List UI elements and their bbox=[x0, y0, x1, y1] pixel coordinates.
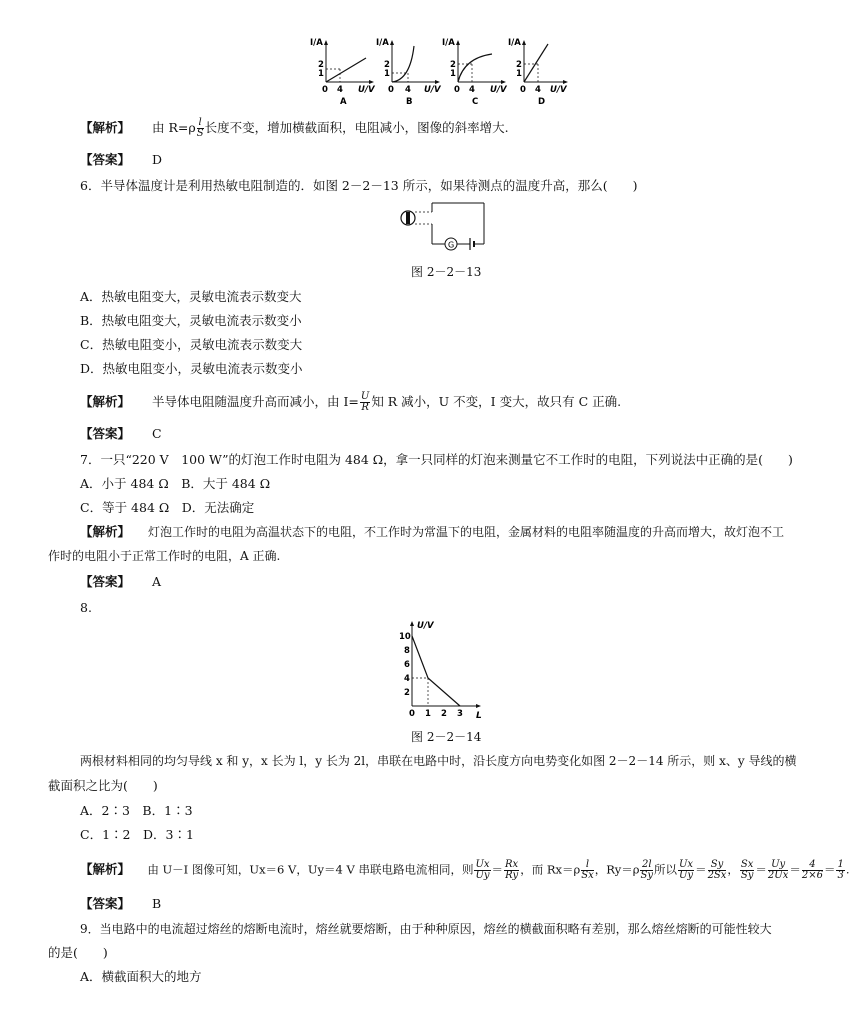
q5-analysis bbox=[80, 118, 509, 139]
q8-answer bbox=[80, 896, 161, 912]
q8-figure-caption: 图 2－2－14 bbox=[411, 730, 482, 744]
q8-stem-line1: 两根材料相同的均匀导线 x 和 y，x 长为 l，y 长为 2l，串联在电路中时，沿长度方向电势变化如图 2－2－14 所示，则 x、y 导线的横 bbox=[80, 754, 797, 768]
q7-answer-value: A bbox=[151, 574, 162, 589]
q6-answer bbox=[80, 426, 162, 442]
q8-xtick-2: 2 bbox=[441, 709, 447, 719]
graph-d-y1: 1 bbox=[516, 69, 522, 79]
graph-c-ylabel: I/A bbox=[442, 38, 455, 48]
q5-analysis-pre: 由 R=ρ bbox=[151, 120, 196, 135]
q8-options-row2: C．1∶2 D．3∶1 bbox=[80, 827, 194, 842]
graph-d bbox=[508, 38, 568, 107]
q8-frac-10: $\frac{1}{3}$ bbox=[837, 859, 844, 881]
q7-analysis-line1 bbox=[80, 524, 784, 540]
q6-fraction: $\frac{U}{R}$ bbox=[360, 391, 370, 413]
graph-b-y1: 1 bbox=[384, 69, 390, 79]
graph-a-x0: 0 bbox=[322, 85, 328, 95]
q7-options-row1: A．小于 484 Ω B．大于 484 Ω bbox=[80, 476, 271, 491]
graph-c-y2: 2 bbox=[450, 60, 456, 70]
q8-ytick-8: 8 bbox=[404, 646, 410, 656]
q8-frac-1: $\frac{Ux}{Uy}$ bbox=[475, 859, 490, 881]
q7-stem: 7．一只“220 V 100 W”的灯泡工作时电阻为 484 Ω，拿一只同样的灯泡来测量它不工作时的电阻，下列说法中正确的是( ) bbox=[80, 452, 793, 467]
graph-d-letter: D bbox=[538, 97, 546, 107]
graph-c-y1: 1 bbox=[450, 69, 456, 79]
q6-analysis-pre: 半导体电阻随温度升高而减小，由 I= bbox=[151, 394, 359, 409]
graph-d-x4: 4 bbox=[535, 85, 541, 95]
graph-a-ylabel: I/A bbox=[310, 38, 323, 48]
graph-d-x0: 0 bbox=[520, 85, 526, 95]
q8-frac-7: $\frac{Sx}{Sy}$ bbox=[740, 859, 754, 881]
graph-a-y2: 2 bbox=[318, 60, 324, 70]
q6-circuit-figure bbox=[398, 198, 490, 256]
answer-tag: 【答案】 bbox=[80, 574, 131, 589]
graph-c bbox=[442, 38, 508, 107]
q5-fraction: $\frac{l}{S}$ bbox=[196, 117, 204, 139]
graph-b-x4: 4 bbox=[405, 85, 411, 95]
q8-frac-5: $\frac{Ux}{Uy}$ bbox=[678, 859, 694, 881]
q8-origin: 0 bbox=[409, 709, 415, 719]
q8-analysis-end: . bbox=[845, 862, 850, 877]
q6-stem: 6．半导体温度计是利用热敏电阻制造的．如图 2－2－13 所示，如果待测点的温度升高，那么( ) bbox=[80, 178, 638, 193]
q8-potential-line bbox=[412, 636, 460, 706]
graphs-abcd bbox=[300, 36, 570, 108]
graph-a bbox=[310, 38, 376, 107]
graph-b-ylabel: I/A bbox=[376, 38, 389, 48]
q8-frac-2: $\frac{Rx}{Ry}$ bbox=[505, 859, 519, 881]
q5-answer bbox=[80, 152, 162, 168]
q8-eq-1: ＝ bbox=[491, 862, 504, 877]
analysis-tag: 【解析】 bbox=[80, 394, 131, 409]
graph-b bbox=[376, 38, 442, 107]
q8-frac-6: $\frac{Sy}{2Sx}$ bbox=[707, 859, 727, 881]
q8-answer-value: B bbox=[151, 896, 162, 911]
q8-sep: ， bbox=[727, 862, 739, 877]
graph-a-xlabel: U/V bbox=[358, 85, 375, 95]
graph-b-y2: 2 bbox=[384, 60, 390, 70]
analysis-tag: 【解析】 bbox=[80, 861, 131, 877]
q8-eq-2: ＝ bbox=[695, 862, 707, 877]
q8-analysis-mid3: 所以 bbox=[653, 862, 677, 877]
q8-ytick-4: 4 bbox=[404, 674, 410, 684]
q8-xlabel: L bbox=[476, 711, 482, 721]
q8-ytick-6: 6 bbox=[404, 660, 410, 670]
q6-answer-value: C bbox=[151, 426, 162, 441]
graph-c-x4: 4 bbox=[469, 85, 475, 95]
q7-analysis-line2: 作时的电阻小于正常工作时的电阻，A 正确. bbox=[48, 549, 281, 563]
q8-number: 8. bbox=[80, 600, 92, 615]
graph-c-x0: 0 bbox=[454, 85, 460, 95]
q6-option-c: C．热敏电阻变小，灵敏电流表示数变大 bbox=[80, 337, 303, 352]
q9-option-a: A．横截面积大的地方 bbox=[80, 969, 202, 984]
q8-ytick-10: 10 bbox=[399, 632, 411, 642]
q5-answer-value: D bbox=[151, 152, 163, 167]
q6-analysis-post: 知 R 减小，U 不变，I 变大，故只有 C 正确. bbox=[371, 394, 622, 409]
q8-xtick-1: 1 bbox=[425, 709, 431, 719]
graph-d-y2: 2 bbox=[516, 60, 522, 70]
q6-figure-caption: 图 2－2－13 bbox=[411, 265, 482, 279]
graph-a-y1: 1 bbox=[318, 69, 324, 79]
q9-stem-line2: 的是( ) bbox=[48, 945, 108, 960]
q8-eq-4: ＝ bbox=[789, 862, 801, 877]
q8-eq-3: ＝ bbox=[755, 862, 767, 877]
q8-xtick-3: 3 bbox=[457, 709, 463, 719]
answer-tag: 【答案】 bbox=[80, 426, 131, 441]
q8-ytick-2: 2 bbox=[404, 688, 410, 698]
analysis-tag: 【解析】 bbox=[80, 524, 131, 539]
q8-frac-9: $\frac{4}{2\times 6}$ bbox=[801, 859, 823, 881]
q7-options-row2: C．等于 484 Ω D．无法确定 bbox=[80, 500, 255, 515]
q6-option-d: D．热敏电阻变小，灵敏电流表示数变小 bbox=[80, 361, 303, 376]
q8-analysis-mid1: ，而 Rx＝ρ bbox=[520, 862, 581, 877]
q8-analysis-mid2: ，Ry＝ρ bbox=[594, 862, 640, 877]
q5-analysis-post: 长度不变，增加横截面积，电阻减小，图像的斜率增大. bbox=[204, 120, 509, 135]
graph-b-xlabel: U/V bbox=[424, 85, 441, 95]
q9-stem-line1: 9．当电路中的电流超过熔丝的熔断电流时，熔丝就要熔断，由于种种原因，熔丝的横截面积略有差别，那么熔丝熔断的可能性较大 bbox=[80, 922, 772, 936]
graph-a-x4: 4 bbox=[337, 85, 343, 95]
graph-c-xlabel: U/V bbox=[490, 85, 507, 95]
graph-b-letter: B bbox=[406, 97, 413, 107]
q8-ylabel: U/V bbox=[417, 621, 434, 631]
q6-option-a: A．热敏电阻变大，灵敏电流表示数变大 bbox=[80, 289, 302, 304]
galvanometer-label: G bbox=[448, 240, 455, 250]
answer-tag: 【答案】 bbox=[80, 152, 131, 167]
graph-a-letter: A bbox=[340, 97, 347, 107]
q8-analysis bbox=[80, 860, 850, 881]
q8-analysis-pre: 由 U－I 图像可知，Ux＝6 V，Uy＝4 V 串联电路电流相同，则 bbox=[147, 862, 474, 877]
q8-graph bbox=[396, 616, 496, 722]
graph-b-x0: 0 bbox=[388, 85, 394, 95]
q8-frac-3: $\frac{l}{Sx}$ bbox=[581, 859, 594, 881]
graph-d-ylabel: I/A bbox=[508, 38, 521, 48]
q8-options-row1: A．2∶3 B．1∶3 bbox=[80, 803, 193, 818]
graph-c-letter: C bbox=[472, 97, 479, 107]
analysis-tag: 【解析】 bbox=[80, 120, 131, 135]
q8-stem-line2: 截面积之比为( ) bbox=[48, 778, 158, 793]
answer-tag: 【答案】 bbox=[80, 896, 131, 911]
q6-option-b: B．热敏电阻变大，灵敏电流表示数变小 bbox=[80, 313, 302, 328]
q7-analysis-text1: 灯泡工作时的电阻为高温状态下的电阻，不工作时为常温下的电阻，金属材料的电阻率随温度的升高而增大，故灯泡不工 bbox=[147, 525, 784, 539]
q8-frac-4: $\frac{2l}{Sy}$ bbox=[640, 859, 653, 881]
q7-answer bbox=[80, 574, 161, 590]
q8-frac-8: $\frac{Uy}{2Ux}$ bbox=[767, 859, 789, 881]
q8-eq-5: ＝ bbox=[823, 862, 836, 877]
graph-d-xlabel: U/V bbox=[550, 85, 567, 95]
q6-analysis bbox=[80, 392, 621, 413]
